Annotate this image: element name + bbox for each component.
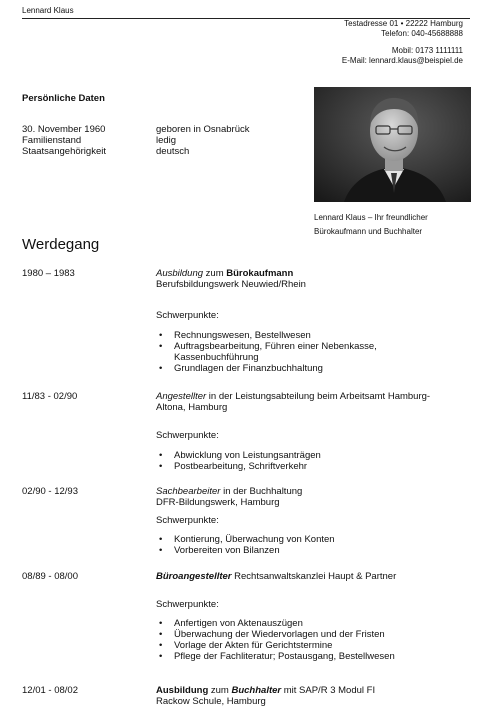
focus-label-2: Schwerpunkte: [156, 430, 219, 441]
career-entry-5-role-rest: mit SAP/R 3 Modul FI [281, 685, 376, 696]
career-entry-3-institution: DFR-Bildungswerk, Hamburg [156, 497, 280, 508]
career-entry-2-role [156, 391, 476, 402]
contact-mobile: Mobil: 0173 1111111 [391, 46, 463, 55]
career-entry-5-role-join: zum [208, 685, 232, 696]
career-entry-3-role-italic: Sachbearbeiter [156, 486, 221, 497]
career-entry-1 [156, 268, 476, 290]
personal-label-nationality: Staatsangehörigkeit [22, 146, 106, 157]
applicant-name-header: Lennard Klaus [22, 6, 74, 15]
career-entry-2-role-italic: Angestellter [156, 391, 207, 402]
focus-list-1 [156, 330, 476, 374]
career-entry-3-role-rest: in der Buchhaltung [220, 486, 303, 497]
focus-list-3 [156, 534, 476, 556]
career-entry-5-role-bold-italic: Buchhalter [231, 685, 282, 696]
contact-block-primary [344, 19, 463, 39]
focus-item: • Vorbereiten von Bilanzen [156, 545, 476, 556]
career-date-3: 02/90 - 12/93 [22, 486, 78, 497]
career-entry-3 [156, 486, 476, 508]
career-entry-1-role-italic: Ausbildung [156, 268, 204, 279]
focus-item: • Pflege der Fachliteratur; Postausgang, Bestellwesen [156, 651, 476, 662]
applicant-portrait-photo [314, 87, 471, 202]
focus-label-4: Schwerpunkte: [156, 599, 219, 610]
focus-item: • Kontierung, Überwachung von Konten [156, 534, 476, 545]
career-entry-4 [156, 571, 476, 582]
career-entry-5 [156, 685, 476, 707]
contact-block-secondary [342, 46, 463, 66]
career-entry-5-role [156, 685, 476, 696]
focus-item: • Überwachung der Wiedervorlagen und der Fristen [156, 629, 476, 640]
photo-caption-line-2: Bürokaufmann und Buchhalter [314, 227, 423, 236]
personal-labels [22, 124, 106, 157]
career-entry-1-institution: Berufsbildungswerk Neuwied/Rhein [156, 279, 306, 290]
personal-label-status: Familienstand [22, 135, 82, 146]
focus-item: • Auftragsbearbeitung, Führen einer Nebenkasse, [156, 341, 476, 352]
focus-item: • Anfertigen von Aktenauszügen [156, 618, 476, 629]
focus-item-continuation: Kassenbuchführung [174, 352, 259, 363]
contact-address: Testadresse 01 • 22222 Hamburg [344, 19, 463, 28]
portrait-illustration [314, 87, 471, 202]
focus-label-1: Schwerpunkte: [156, 310, 219, 321]
career-entry-2-role-rest: in der Leistungsabteilung beim Arbeitsamt Hamburg- [206, 391, 431, 402]
personal-label-birth: 30. November 1960 [22, 124, 106, 135]
career-date-1: 1980 – 1983 [22, 268, 75, 279]
contact-email[interactable]: E-Mail: lennard.klaus@beispiel.de [341, 56, 463, 65]
personal-value-status: ledig [156, 135, 177, 146]
career-date-5: 12/01 - 08/02 [22, 685, 78, 696]
personal-values [156, 124, 249, 157]
career-heading: Werdegang [22, 236, 100, 253]
career-entry-2 [156, 391, 476, 413]
focus-list-2 [156, 450, 476, 472]
career-entry-1-role [156, 268, 476, 279]
career-entry-5-institution: Rackow Schule, Hamburg [156, 696, 266, 707]
focus-item: • Abwicklung von Leistungsanträgen [156, 450, 476, 461]
focus-label-3: Schwerpunkte: [156, 515, 219, 526]
focus-item: • Postbearbeitung, Schriftverkehr [156, 461, 476, 472]
photo-caption-line-1: Lennard Klaus – Ihr freundlicher [314, 213, 428, 222]
focus-list-4 [156, 618, 476, 662]
focus-item: • Grundlagen der Finanzbuchhaltung [156, 363, 476, 374]
career-date-4: 08/89 - 08/00 [22, 571, 78, 582]
career-entry-3-role [156, 486, 476, 497]
career-entry-1-role-bold: Bürokaufmann [226, 268, 294, 279]
personal-data-heading: Persönliche Daten [22, 93, 105, 104]
career-entry-2-location: Altona, Hamburg [156, 402, 228, 413]
focus-item: • Vorlage der Akten für Gerichtstermine [156, 640, 476, 651]
personal-value-nationality: deutsch [156, 146, 190, 157]
focus-item: • Rechnungswesen, Bestellwesen [156, 330, 476, 341]
career-entry-1-role-join: zum [203, 268, 227, 279]
contact-phone: Telefon: 040-45688888 [381, 29, 463, 38]
career-entry-5-role-bold: Ausbildung [156, 685, 209, 696]
career-entry-4-role-rest: Rechtsanwaltskanzlei Haupt & Partner [231, 571, 397, 582]
career-date-2: 11/83 - 02/90 [22, 391, 78, 402]
career-entry-4-role-bold-italic: Büroangestellter [156, 571, 232, 582]
personal-value-birth: geboren in Osnabrück [156, 124, 250, 135]
photo-caption [314, 211, 474, 239]
